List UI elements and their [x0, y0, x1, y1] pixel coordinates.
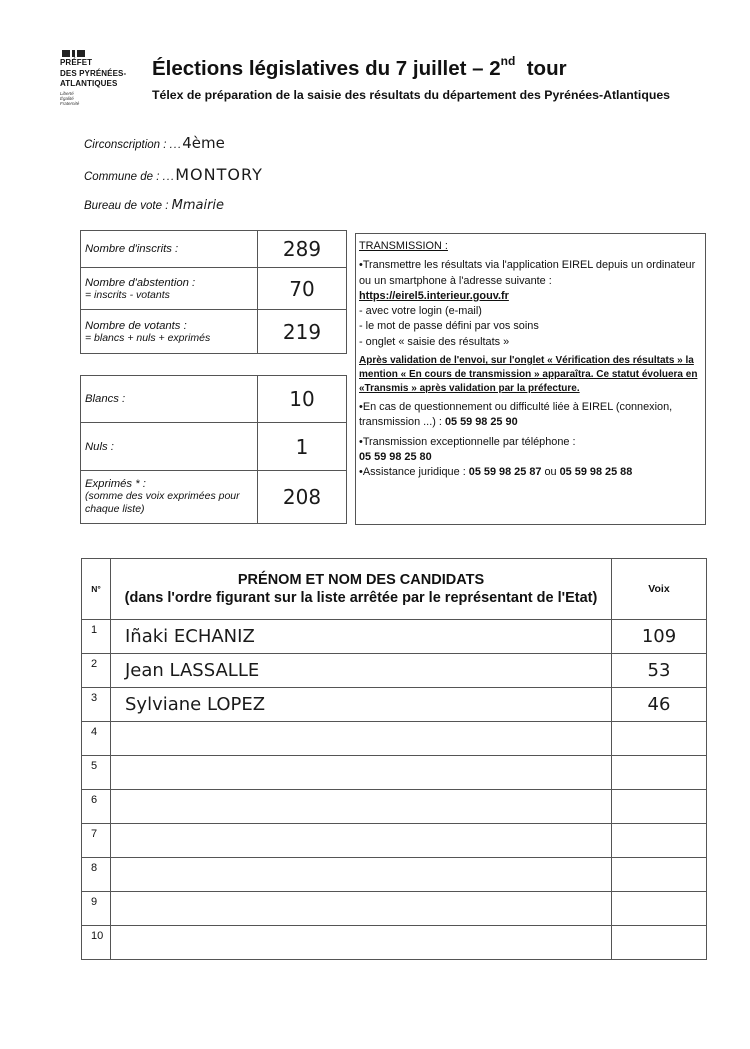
- table-row: [82, 620, 707, 654]
- candidate-num: 4: [82, 722, 111, 756]
- candidate-name[interactable]: [111, 926, 612, 960]
- nuls-value[interactable]: 1: [258, 423, 347, 471]
- table-row: [82, 892, 707, 926]
- blancs-value[interactable]: 10: [258, 376, 347, 423]
- phone-transmission-number: 05 59 98 25 80: [359, 450, 432, 463]
- votants-value[interactable]: 219: [258, 310, 347, 354]
- candidates-table: [81, 558, 707, 960]
- eirel-link[interactable]: https://eirel5.interieur.gouv.fr: [359, 289, 509, 302]
- support-contact: •En cas de questionnement ou difficulté liée à EIREL (connexion, transmission ...) : 05 59 98 25 90: [359, 401, 673, 429]
- col-names-header: PRÉNOM ET NOM DES CANDIDATS (dans l'ordre figurant sur la liste arrêtée par le représentant de l'Etat): [111, 559, 612, 620]
- table-row: [82, 654, 707, 688]
- table-row: [82, 756, 707, 790]
- candidate-votes[interactable]: [612, 756, 707, 790]
- tab-bullet: - onglet « saisie des résultats »: [359, 335, 510, 348]
- col-num-header: N°: [82, 559, 111, 620]
- transmission-box: [355, 233, 706, 525]
- bureau-field[interactable]: Mmairie: [171, 198, 225, 213]
- candidate-name[interactable]: [111, 722, 612, 756]
- ballots-count-table: [80, 375, 347, 524]
- login-bullet: - avec votre login (e-mail): [359, 305, 482, 318]
- candidate-name[interactable]: [111, 858, 612, 892]
- password-bullet: - le mot de passe défini par vos soins: [359, 320, 539, 333]
- page-title: Élections législatives du 7 juillet – 2nd tour: [152, 54, 567, 80]
- inscrits-label: Nombre d'inscrits :: [81, 231, 258, 268]
- page-subtitle: Télex de préparation de la saisie des résultats du département des Pyrénées-Atlantiques: [152, 88, 671, 102]
- candidate-name[interactable]: Sylviane LOPEZ: [111, 688, 612, 722]
- candidate-name[interactable]: [111, 824, 612, 858]
- candidate-votes[interactable]: [612, 858, 707, 892]
- table-row: [82, 688, 707, 722]
- exprimes-value[interactable]: 208: [258, 471, 347, 524]
- candidate-name[interactable]: [111, 756, 612, 790]
- candidate-num: 3: [82, 688, 111, 722]
- logo-line: PRÉFET: [60, 58, 93, 67]
- transmission-heading: TRANSMISSION :: [359, 240, 448, 252]
- abstention-value[interactable]: 70: [258, 268, 347, 310]
- marianne-logo-icon: [62, 50, 138, 57]
- candidate-num: 8: [82, 858, 111, 892]
- col-votes-header: Voix: [612, 559, 707, 620]
- table-row: [82, 824, 707, 858]
- blancs-label: Blancs :: [81, 376, 258, 423]
- inscrits-value[interactable]: 289: [258, 231, 347, 268]
- table-row: [82, 926, 707, 960]
- transmission-instructions: •Transmettre les résultats via l'application EIREL depuis un ordinateur ou un smartphone à l'adresse suivante :: [359, 259, 696, 287]
- candidate-num: 2: [82, 654, 111, 688]
- exprimes-label: Exprimés * : (somme des voix exprimées pour chaque liste): [81, 471, 258, 524]
- candidate-votes[interactable]: [612, 926, 707, 960]
- table-row: [82, 858, 707, 892]
- commune-field[interactable]: MONTORY: [175, 165, 263, 184]
- candidate-name[interactable]: Iñaki ECHANIZ: [111, 620, 612, 654]
- abstention-label: Nombre d'abstention : = inscrits - votants: [81, 268, 258, 310]
- table-row: [82, 790, 707, 824]
- circonscription-field[interactable]: 4ème: [182, 134, 225, 152]
- logo-line: ATLANTIQUES: [60, 79, 118, 88]
- candidate-votes[interactable]: 46: [612, 688, 707, 722]
- nuls-label: Nuls :: [81, 423, 258, 471]
- validation-note: Après validation de l'envoi, sur l'onglet « Vérification des résultats » la mention « En cours de transmission » apparaîtra. Ce statut évoluera en «Transmis » après validation par la préfecture.: [359, 355, 698, 395]
- candidate-votes[interactable]: 109: [612, 620, 707, 654]
- commune-line: Commune de : ...MONTORY: [84, 165, 263, 184]
- candidate-votes[interactable]: [612, 892, 707, 926]
- candidate-num: 10: [82, 926, 111, 960]
- voters-count-table: [80, 230, 347, 354]
- candidate-name[interactable]: Jean LASSALLE: [111, 654, 612, 688]
- candidate-num: 6: [82, 790, 111, 824]
- circonscription-line: Circonscription : ...4ème: [84, 134, 225, 152]
- candidate-num: 1: [82, 620, 111, 654]
- prefecture-logo: [60, 50, 138, 106]
- logo-line: DES PYRÉNÉES-: [60, 68, 127, 78]
- candidate-name[interactable]: [111, 892, 612, 926]
- table-row: [82, 722, 707, 756]
- candidate-votes[interactable]: [612, 824, 707, 858]
- logo-motto: Liberté Égalité Fraternité: [60, 90, 80, 106]
- candidate-name[interactable]: [111, 790, 612, 824]
- bureau-line: Bureau de vote : Mmairie: [84, 198, 225, 213]
- candidate-votes[interactable]: 53: [612, 654, 707, 688]
- phone-transmission: •Transmission exceptionnelle par téléphone :: [359, 435, 576, 448]
- candidates-header-row: [82, 559, 707, 620]
- candidate-votes[interactable]: [612, 722, 707, 756]
- candidate-num: 7: [82, 824, 111, 858]
- candidate-num: 9: [82, 892, 111, 926]
- legal-assistance: •Assistance juridique : 05 59 98 25 87 ou 05 59 98 25 88: [359, 466, 633, 479]
- candidate-votes[interactable]: [612, 790, 707, 824]
- candidate-num: 5: [82, 756, 111, 790]
- votants-label: Nombre de votants : = blancs + nuls + exprimés: [81, 310, 258, 354]
